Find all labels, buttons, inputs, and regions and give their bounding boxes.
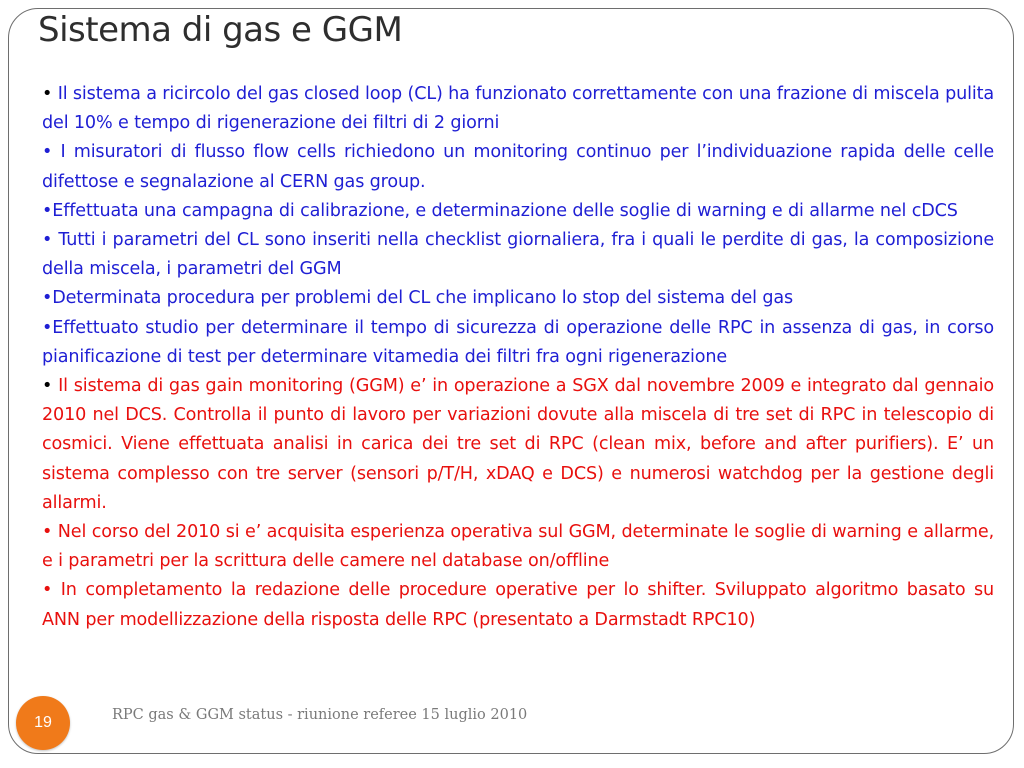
bullet-text: Tutti i parametri del CL sono inseriti nella checklist giornaliera, fra i quali le perdite di gas, la composizione della miscela, i parametri del GGM	[42, 230, 994, 280]
bullet-text: Il sistema di gas gain monitoring (GGM) e’ in operazione a SGX dal novembre 2009 e integrato dal gennaio 2010 nel DCS. Controlla il punto di lavoro per variazioni dovute alla miscela di tre set di RPC in telescopio di cosmici. Viene effettuata analisi in carica dei tre set di RPC (clean mix, before and after purifiers). E’ un sistema complesso con tre server (sensori p/T/H, xDAQ e DCS) e numerosi watchdog per la gestione degli allarmi.	[42, 376, 994, 513]
bullet-item	[42, 518, 994, 576]
slide-title: Sistema di gas e GGM	[38, 10, 403, 50]
bullet-item	[42, 576, 994, 634]
bullet-text: In completamento la redazione delle procedure operative per lo shifter. Sviluppato algoritmo basato su ANN per modellizzazione della risposta delle RPC (presentato a Darmstadt RPC10)	[42, 580, 995, 630]
bullet-text: Effettuata una campagna di calibrazione, e determinazione delle soglie di warning e di allarme nel cDCS	[52, 200, 958, 221]
page-number: 19	[34, 714, 52, 731]
bullet-dot: •	[42, 230, 59, 251]
bullet-item	[42, 80, 994, 138]
bullet-dot: •	[42, 200, 53, 221]
bullet-list	[42, 80, 994, 635]
bullet-item	[42, 314, 994, 372]
bullet-dot: •	[42, 317, 53, 338]
bullet-dot: •	[42, 142, 61, 163]
bullet-dot: •	[42, 580, 61, 601]
bullet-text: Il sistema a ricircolo del gas closed loop (CL) ha funzionato correttamente con una frazione di miscela pulita del 10% e tempo di rigenerazione dei filtri di 2 giorni	[42, 84, 994, 134]
bullet-text: Determinata procedura per problemi del CL che implicano lo stop del sistema del gas	[52, 288, 794, 309]
bullet-dot: •	[42, 376, 59, 397]
bullet-item	[42, 372, 994, 518]
bullet-text: I misuratori di flusso flow cells richiedono un monitoring continuo per l’individuazione rapida delle celle difettose e segnalazione al CERN gas group.	[42, 142, 995, 192]
bullet-item	[42, 284, 994, 313]
bullet-dot: •	[42, 84, 58, 104]
page-number-badge	[16, 696, 70, 750]
bullet-text: Nel corso del 2010 si e’ acquisita esperienza operativa sul GGM, determinate le soglie di warning e allarme, e i parametri per la scrittura delle camere nel database on/offline	[42, 522, 995, 572]
bullet-item	[42, 197, 994, 226]
bullet-text: Effettuato studio per determinare il tempo di sicurezza di operazione delle RPC in assenza di gas, in corso pianificazione di test per determinare vitamedia dei filtri fra ogni rigenerazione	[42, 317, 994, 367]
footer-text: RPC gas & GGM status - riunione referee 15 luglio 2010	[112, 707, 528, 723]
bullet-dot: •	[42, 522, 58, 543]
bullet-item	[42, 138, 994, 196]
bullet-item	[42, 226, 994, 284]
bullet-dot: •	[42, 288, 53, 309]
